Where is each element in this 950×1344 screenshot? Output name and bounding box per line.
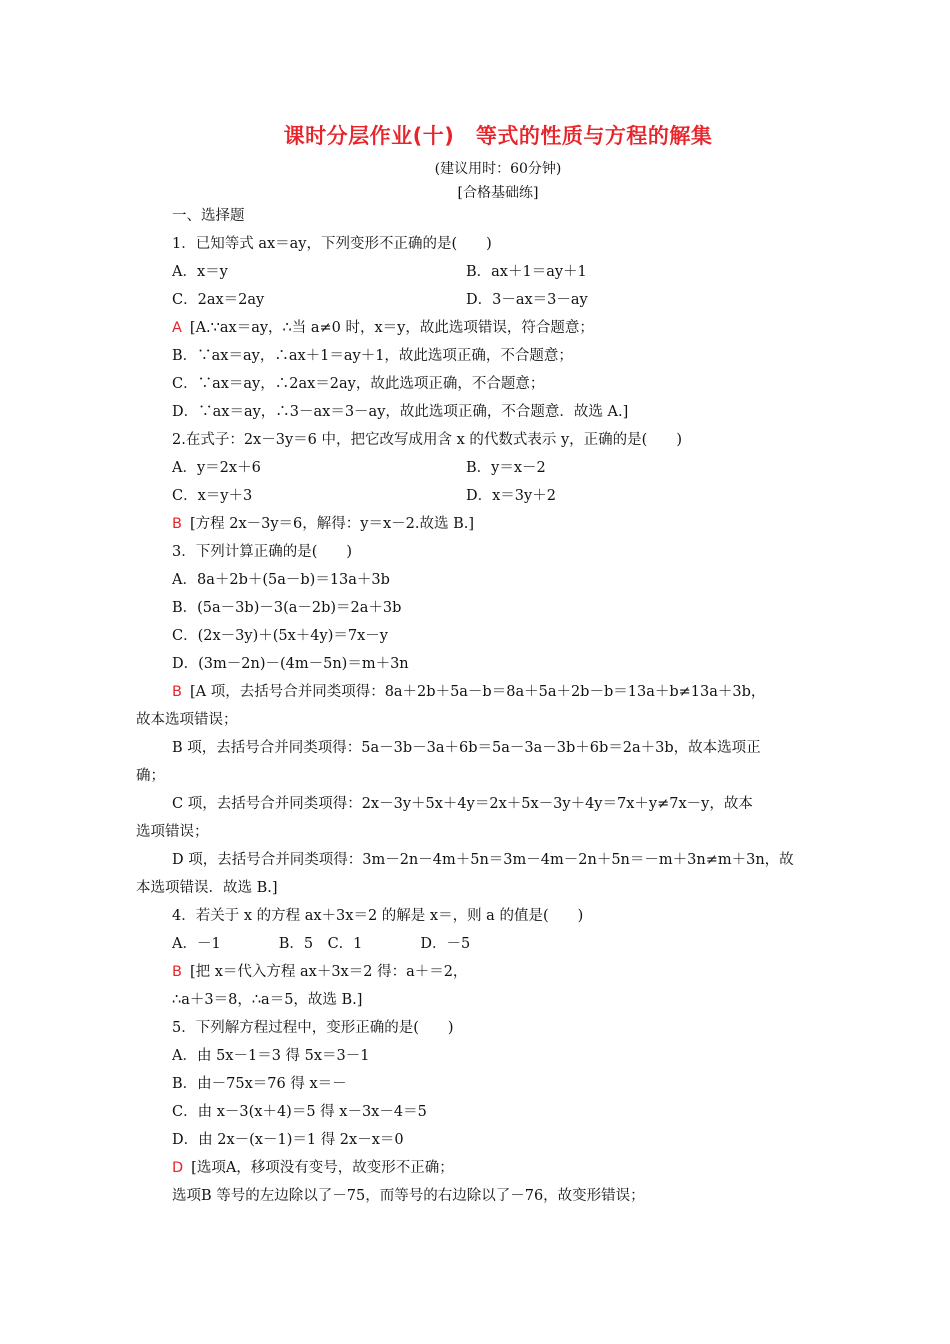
text-line — [172, 430, 682, 450]
text-line — [172, 962, 467, 982]
page-title: 课时分层作业(十) 等式的性质与方程的解集 — [283, 124, 713, 148]
text-line — [136, 822, 209, 842]
text-line — [172, 346, 573, 366]
text-line — [172, 654, 409, 674]
line-text: A．y＝2x＋6 — [172, 460, 261, 476]
section-tag: [合格基础练] — [457, 185, 539, 201]
line-text: ∴a＋3＝8，∴a＝5，故选 B.] — [172, 992, 363, 1008]
text-line — [172, 1186, 645, 1206]
text-line — [172, 262, 228, 282]
line-text: 选项错误； — [136, 824, 209, 840]
line-text: D．(3m－2n)－(4m－5n)＝m＋3n — [172, 656, 409, 672]
text-line — [466, 458, 546, 478]
line-text: C 项，去括号合并同类项得：2x－3y＋5x＋4y＝2x＋5x－3y＋4y＝7x＋y≠7x－y，故本 — [172, 796, 753, 812]
text-line — [172, 1130, 404, 1150]
text-line — [172, 486, 252, 506]
line-text: 1．已知等式 ax＝ay，下列变形不正确的是( ) — [172, 236, 492, 252]
line-text: B．(5a－3b)－3(a－2b)＝2a＋3b — [172, 600, 402, 616]
line-text: 选项B 等号的左边除以了－75，而等号的右边除以了－76，故变形错误； — [172, 1188, 645, 1204]
line-text: C．(2x－3y)＋(5x＋4y)＝7x－y — [172, 628, 388, 644]
line-text: D．∵ax＝ay，∴3－ax＝3－ay，故此选项正确，不合题意．故选 A.] — [172, 404, 629, 420]
line-text: C．由 x－3(x＋4)＝5 得 x－3x－4＝5 — [172, 1104, 427, 1120]
line-text: A．由 5x－1＝3 得 5x＝3－1 — [172, 1048, 370, 1064]
text-line — [172, 1074, 347, 1094]
text-line — [172, 458, 261, 478]
text-line — [172, 290, 264, 310]
text-line — [172, 402, 628, 422]
text-line — [172, 1158, 454, 1178]
text-line — [172, 374, 544, 394]
line-text: 5．下列解方程过程中，变形正确的是( ) — [172, 1020, 454, 1036]
line-text: 本选项错误．故选 B.] — [136, 880, 278, 896]
text-line — [172, 1046, 370, 1066]
text-line — [172, 1018, 454, 1038]
answer-letter: B — [172, 684, 182, 700]
line-text: B．ax＋1＝ay＋1 — [466, 264, 587, 280]
text-line — [172, 234, 492, 254]
text-line — [172, 682, 765, 702]
text-line — [466, 262, 587, 282]
text-line — [172, 934, 470, 954]
line-text: C．2ax＝2ay — [172, 292, 265, 308]
line-text: B．由－75x＝76 得 x＝－ — [172, 1076, 347, 1092]
line-text: [选项A，移项没有变号，故变形不正确； — [191, 1160, 454, 1176]
text-line — [172, 626, 388, 646]
text-line — [172, 570, 390, 590]
answer-letter: A — [172, 320, 182, 336]
text-line — [136, 710, 238, 730]
answer-letter: D — [172, 1160, 184, 1176]
line-text: D．x＝3y＋2 — [466, 488, 556, 504]
line-text: B 项，去括号合并同类项得：5a－3b－3a＋6b＝5a－3a－3b＋6b＝2a＋3b，故本选项正 — [172, 740, 761, 756]
suggested-time: (建议用时：60分钟) — [434, 161, 562, 177]
answer-letter: B — [172, 964, 182, 980]
line-text: [方程 2x－3y＝6，解得：y＝x－2.故选 B.] — [189, 516, 474, 532]
line-text: [A 项，去括号合并同类项得：8a＋2b＋5a－b＝8a＋5a＋2b－b＝13a＋b≠13a＋3b， — [189, 684, 766, 700]
text-line — [172, 514, 474, 534]
text-line — [172, 1102, 427, 1122]
line-text: A．－1 B．5 C．1 D．－5 — [172, 936, 471, 952]
line-text: D．3－ax＝3－ay — [466, 292, 588, 308]
line-text: 确； — [136, 768, 165, 784]
line-text: B．y＝x－2 — [466, 460, 546, 476]
line-text: D．由 2x－(x－1)＝1 得 2x－x＝0 — [172, 1132, 404, 1148]
text-line — [172, 794, 753, 814]
text-line — [172, 318, 594, 338]
line-text: C．∵ax＝ay，∴2ax＝2ay，故此选项正确，不合题意； — [172, 376, 545, 392]
text-line — [172, 990, 362, 1010]
line-text: A．8a＋2b＋(5a－b)＝13a＋3b — [172, 572, 390, 588]
line-text: 一、选择题 — [172, 208, 245, 224]
line-text: 2.在式子：2x－3y＝6 中，把它改写成用含 x 的代数式表示 y，正确的是( ) — [172, 432, 682, 448]
line-text: 4．若关于 x 的方程 ax＋3x＝2 的解是 x＝，则 a 的值是( ) — [172, 908, 584, 924]
answer-letter: B — [172, 516, 182, 532]
text-line — [136, 766, 165, 786]
line-text: A．x＝y — [172, 264, 228, 280]
line-text: [把 x＝代入方程 ax＋3x＝2 得：a＋＝2， — [189, 964, 468, 980]
text-line — [466, 486, 556, 506]
line-text: [A.∵ax＝ay，∴当 a≠0 时，x＝y，故此选项错误，符合题意； — [189, 320, 594, 336]
line-text: 故本选项错误； — [136, 712, 238, 728]
line-text: C．x＝y＋3 — [172, 488, 253, 504]
line-text: 3．下列计算正确的是( ) — [172, 544, 353, 560]
text-line — [136, 878, 278, 898]
text-line — [172, 206, 245, 226]
text-line — [172, 906, 583, 926]
line-text: B．∵ax＝ay，∴ax＋1＝ay＋1，故此选项正确，不合题意； — [172, 348, 573, 364]
text-line — [172, 850, 794, 870]
text-line — [466, 290, 588, 310]
text-line — [172, 598, 401, 618]
line-text: D 项，去括号合并同类项得：3m－2n－4m＋5n＝3m－4m－2n＋5n＝－m＋3n≠m＋3n，故 — [172, 852, 794, 868]
text-line — [172, 738, 761, 758]
text-line — [172, 542, 352, 562]
